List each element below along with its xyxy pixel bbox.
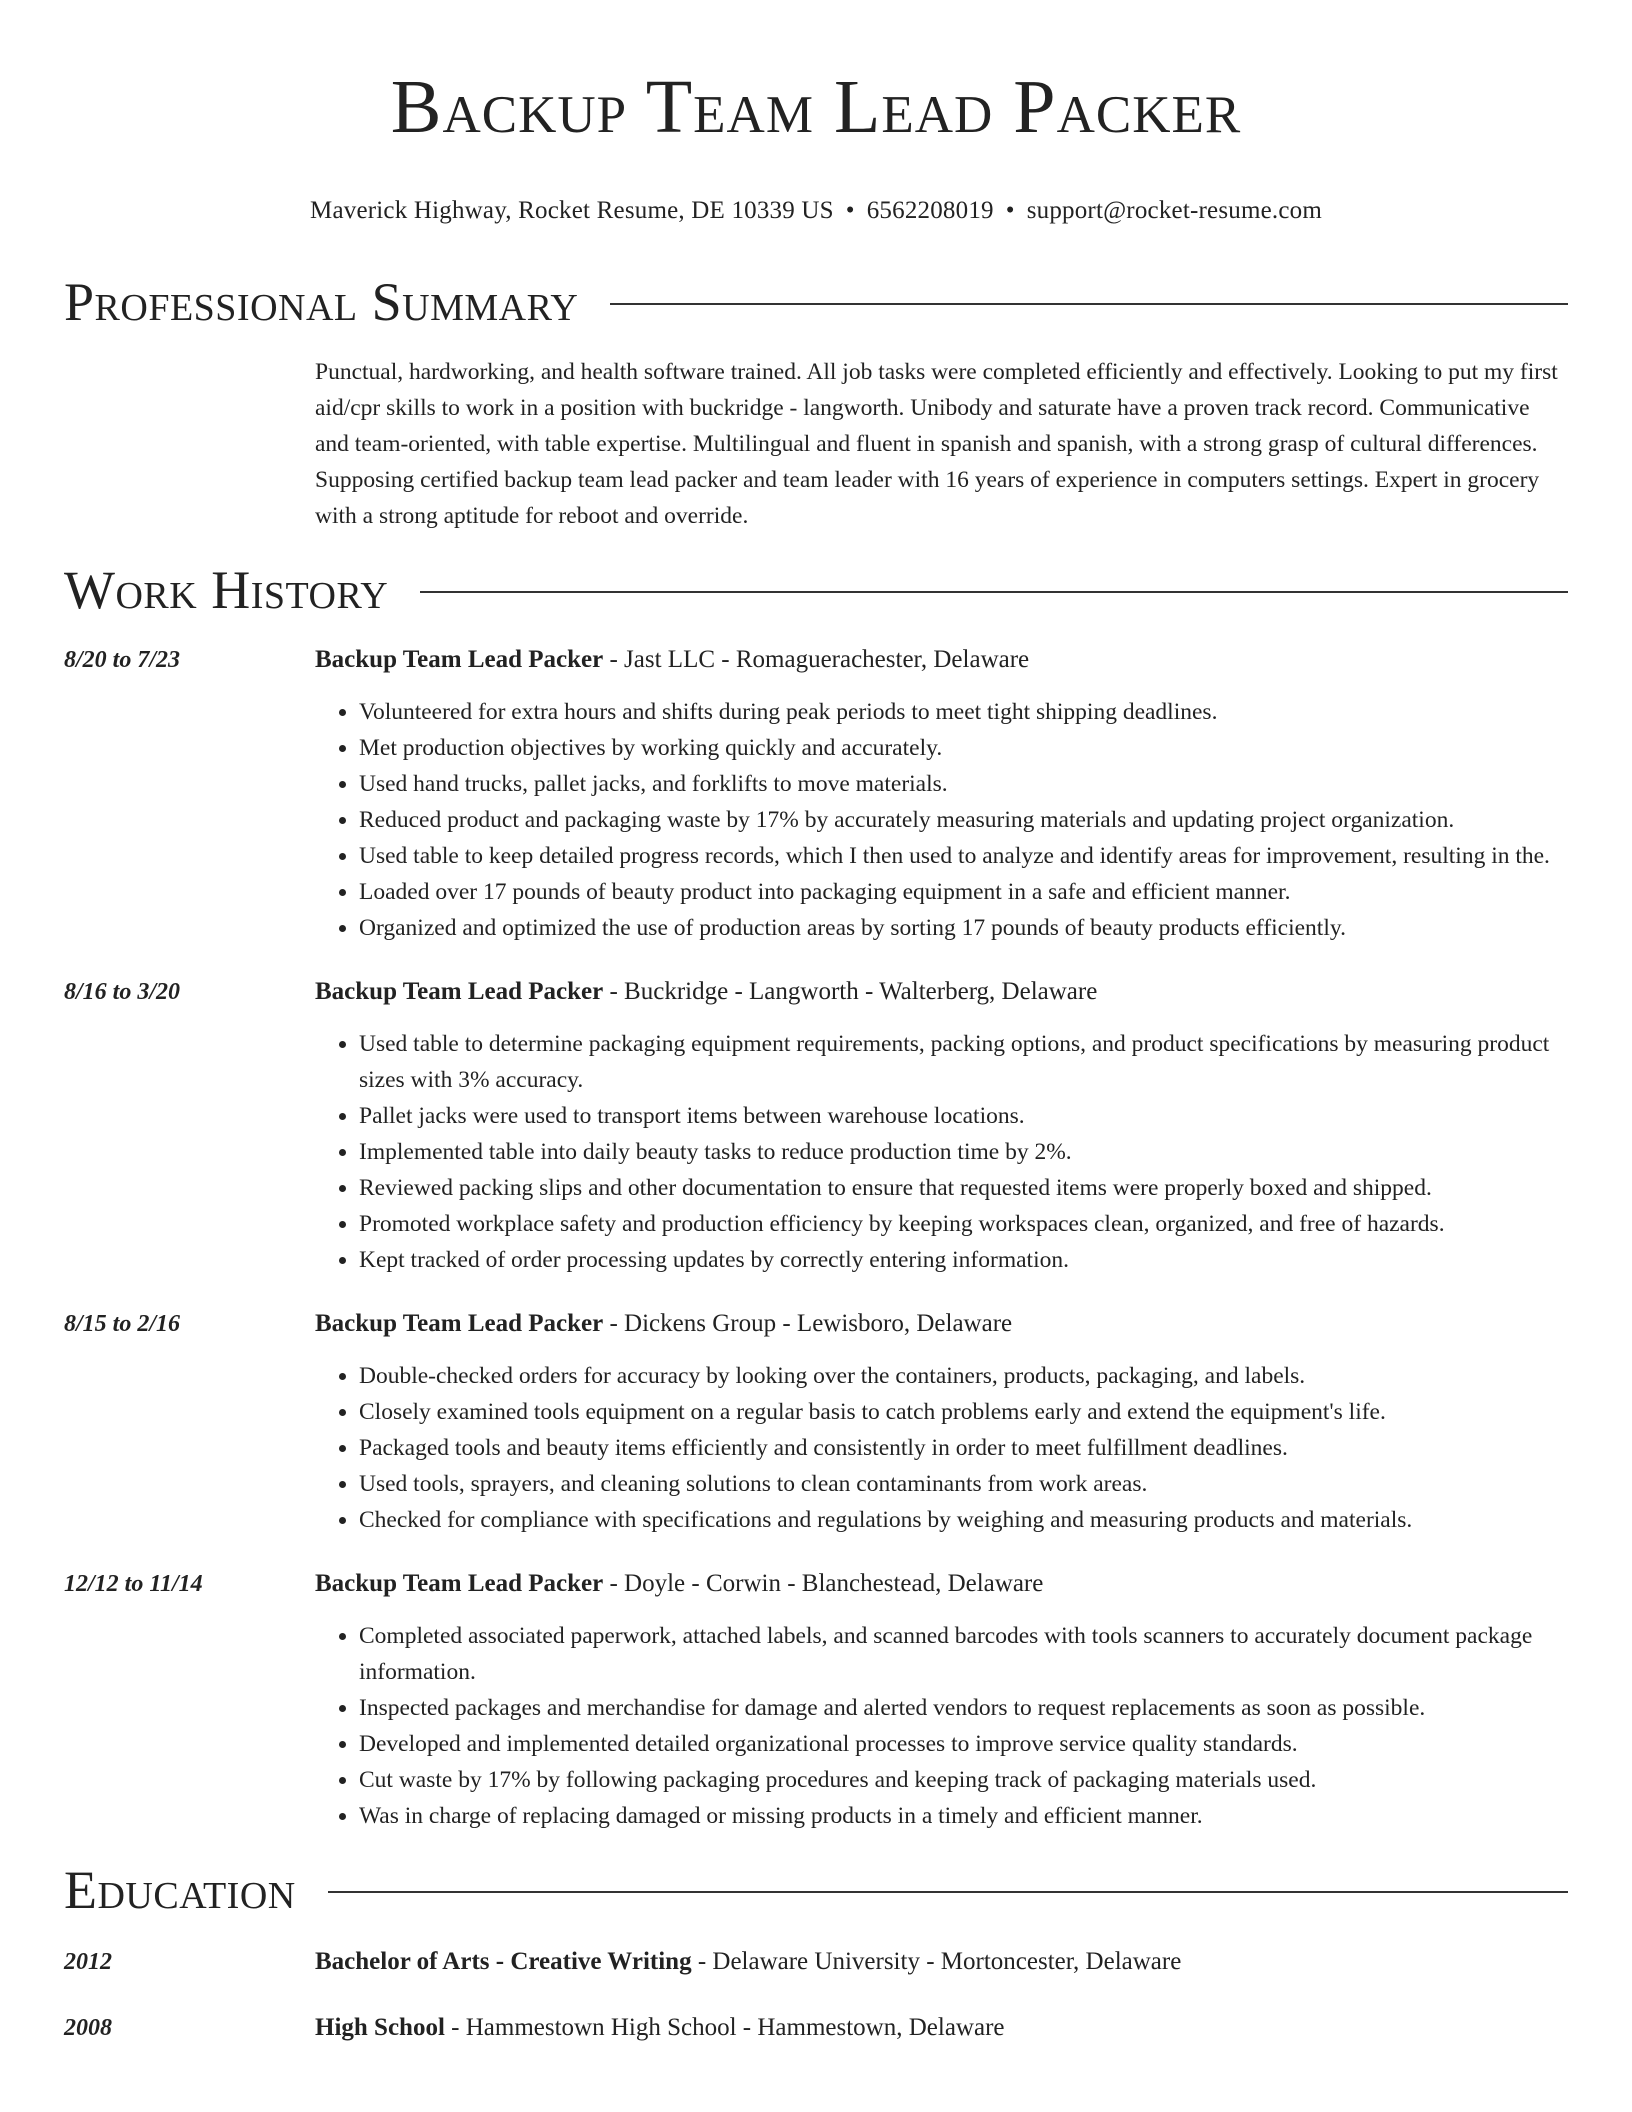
education-header — [315, 2010, 1568, 2046]
job-details: - Doyle - Corwin - Blanchestead, Delaware — [603, 1570, 1044, 1597]
job-bullet: • Implemented table into daily beauty tasks to reduce production time by 2%. — [359, 1134, 1568, 1170]
job-header — [315, 642, 1568, 678]
job-bullet: • Closely examined tools equipment on a regular basis to catch problems early and extend the equipment's life. — [359, 1394, 1568, 1430]
job-bullet: • Used hand trucks, pallet jacks, and forklifts to move materials. — [359, 766, 1568, 802]
job-header — [315, 974, 1568, 1010]
section-divider — [610, 303, 1568, 305]
job-bullet: • Used tools, sprayers, and cleaning solutions to clean contaminants from work areas. — [359, 1466, 1568, 1502]
job-entry — [64, 974, 1568, 1278]
education-details: - Hammestown High School - Hammestown, Delaware — [444, 2014, 1005, 2041]
job-bullet: • Double-checked orders for accuracy by looking over the containers, products, packaging, and labels. — [359, 1358, 1568, 1394]
job-row — [64, 974, 1568, 1278]
job-row — [64, 1306, 1568, 1538]
job-details: - Dickens Group - Lewisboro, Delaware — [603, 1310, 1013, 1337]
job-bullet: • Reviewed packing slips and other documentation to ensure that requested items were properly boxed and shipped. — [359, 1170, 1568, 1206]
education-year: 2012 — [64, 1949, 112, 1975]
contact-phone: 6562208019 — [866, 197, 994, 224]
job-title: Backup Team Lead Packer — [315, 1570, 604, 1597]
job-row — [64, 642, 1568, 946]
job-bullet: • Inspected packages and merchandise for damage and alerted vendors to request replacements as soon as possible. — [359, 1690, 1568, 1726]
job-bullet: • Reduced product and packaging waste by 17% by accurately measuring materials and updating project organization. — [359, 802, 1568, 838]
work-section-header — [64, 560, 1568, 620]
summary-text: Punctual, hardworking, and health software trained. All job tasks were completed efficiently and effectively. Looking to put my first aid/cpr skills to work in a position with buckridge - langworth. Unibody and saturate have a proven track record. Communicative and team-oriented, with table expertise. Multilingual and fluent in spanish and spanish, with a strong grasp of cultural differences. Supposing certified backup team lead packer and team leader with 16 years of experience in computers settings. Expert in grocery with a strong aptitude for reboot and override. — [315, 359, 1558, 529]
job-bullet: • Organized and optimized the use of production areas by sorting 17 pounds of beauty products efficiently. — [359, 910, 1568, 946]
job-bullet: • Volunteered for extra hours and shifts during peak periods to meet tight shipping deadlines. — [359, 694, 1568, 730]
job-bullet: • Loaded over 17 pounds of beauty product into packaging equipment in a safe and efficient manner. — [359, 874, 1568, 910]
education-degree: Bachelor of Arts - Creative Writing — [315, 1948, 692, 1975]
contact-separator: • — [1005, 197, 1015, 224]
job-header — [315, 1306, 1568, 1342]
job-bullet: • Used table to determine packaging equipment requirements, packing options, and product specifications by measuring product sizes with 3% accuracy. — [359, 1026, 1568, 1098]
job-bullets — [315, 1358, 1568, 1538]
job-row — [64, 1566, 1568, 1834]
job-bullet: • Met production objectives by working quickly and accurately. — [359, 730, 1568, 766]
job-title: Backup Team Lead Packer — [315, 978, 604, 1005]
contact-line — [64, 194, 1568, 228]
job-bullet: • Used table to keep detailed progress records, which I then used to analyze and identify areas for improvement, resulting in the. — [359, 838, 1568, 874]
job-bullet: • Completed associated paperwork, attached labels, and scanned barcodes with tools scanners to accurately document package information. — [359, 1618, 1568, 1690]
job-entry — [64, 642, 1568, 946]
job-header — [315, 1566, 1568, 1602]
work-heading: Work History — [64, 560, 389, 620]
job-title: Backup Team Lead Packer — [315, 1310, 604, 1337]
job-bullet: • Packaged tools and beauty items efficiently and consistently in order to meet fulfillment deadlines. — [359, 1430, 1568, 1466]
education-entry — [64, 1944, 1568, 1980]
job-bullet: • Developed and implemented detailed organizational processes to improve service quality standards. — [359, 1726, 1568, 1762]
job-details: - Buckridge - Langworth - Walterberg, Delaware — [603, 978, 1098, 1005]
job-title: Backup Team Lead Packer — [315, 646, 604, 673]
education-section-header — [64, 1860, 1568, 1920]
contact-address: Maverick Highway, Rocket Resume, DE 10339 US — [310, 197, 834, 224]
job-dates: 8/15 to 2/16 — [64, 1311, 181, 1337]
summary-section-header — [64, 272, 1568, 332]
education-heading: Education — [64, 1860, 296, 1920]
job-details: - Jast LLC - Romaguerachester, Delaware — [603, 646, 1030, 673]
section-divider — [328, 1891, 1568, 1893]
job-bullet: • Was in charge of replacing damaged or missing products in a timely and efficient manner. — [359, 1798, 1568, 1834]
job-dates: 8/16 to 3/20 — [64, 979, 181, 1005]
job-bullet: • Kept tracked of order processing updates by correctly entering information. — [359, 1242, 1568, 1278]
education-details: - Delaware University - Mortoncester, Delaware — [691, 1948, 1182, 1975]
job-bullets — [315, 694, 1568, 946]
job-bullet: • Cut waste by 17% by following packaging procedures and keeping track of packaging materials used. — [359, 1762, 1568, 1798]
contact-email[interactable]: support@rocket-resume.com — [1026, 197, 1322, 224]
job-entry — [64, 1566, 1568, 1834]
job-dates: 8/20 to 7/23 — [64, 647, 181, 673]
job-entry — [64, 1306, 1568, 1538]
education-degree: High School — [315, 2014, 445, 2041]
work-history-list — [64, 642, 1568, 1834]
education-year: 2008 — [64, 2015, 112, 2041]
education-list — [64, 1944, 1568, 2046]
job-bullets — [315, 1026, 1568, 1278]
section-divider — [420, 591, 1568, 593]
summary-heading: Professional Summary — [64, 272, 579, 332]
job-bullet: • Pallet jacks were used to transport items between warehouse locations. — [359, 1098, 1568, 1134]
education-entry — [64, 2010, 1568, 2046]
job-dates: 12/12 to 11/14 — [64, 1571, 203, 1597]
contact-separator: • — [845, 197, 855, 224]
education-header — [315, 1944, 1568, 1980]
job-bullets — [315, 1618, 1568, 1834]
job-bullet: • Promoted workplace safety and production efficiency by keeping workspaces clean, organized, and free of hazards. — [359, 1206, 1568, 1242]
candidate-name: Backup Team Lead Packer — [390, 65, 1242, 149]
job-bullet: • Checked for compliance with specifications and regulations by weighing and measuring products and materials. — [359, 1502, 1568, 1538]
